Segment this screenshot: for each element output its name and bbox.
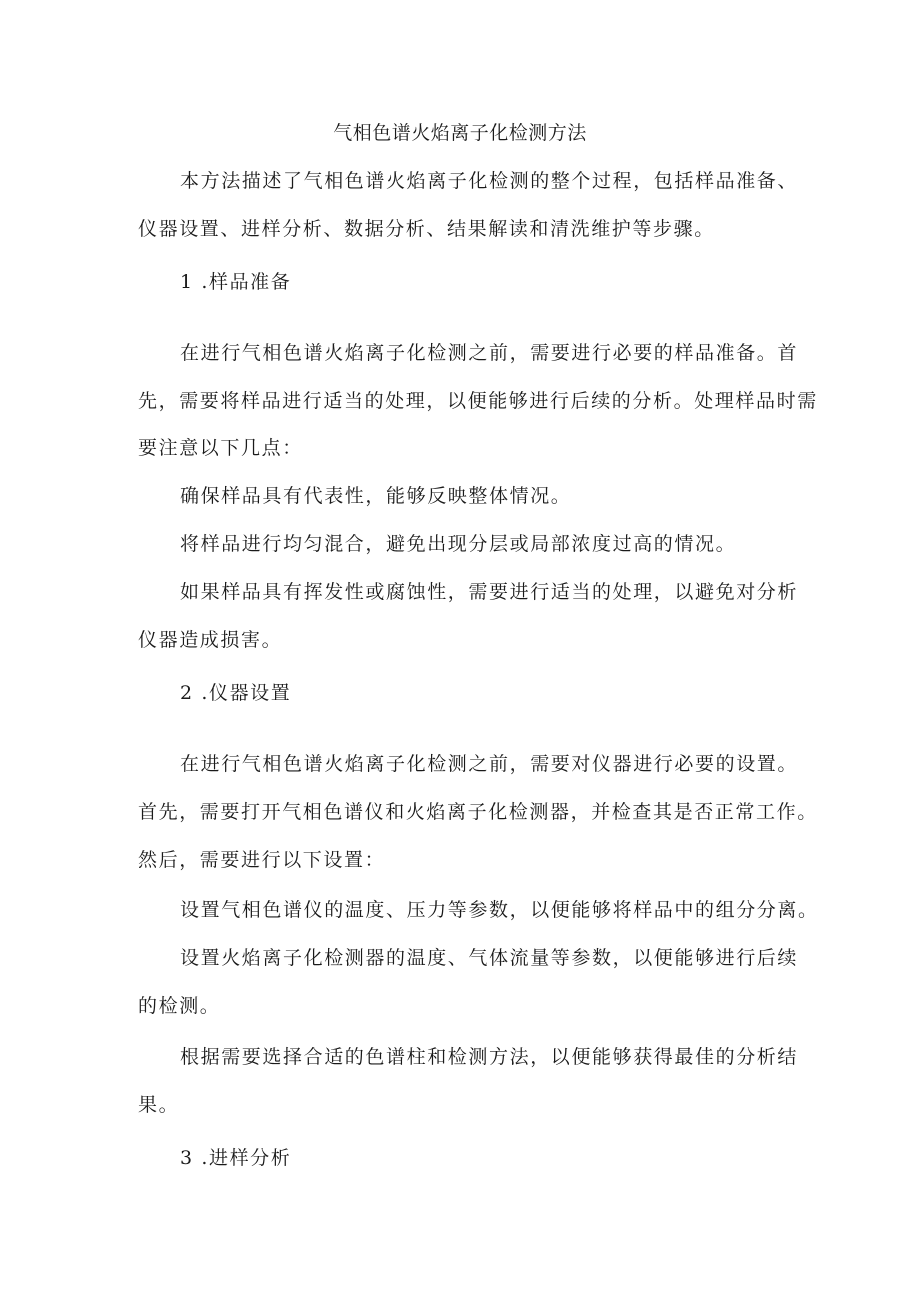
section-2-line-4: 设置气相色谱仪的温度、压力等参数，以便能够将样品中的组分分离。 <box>180 899 819 921</box>
section-1-line-7: 仪器造成损害。 <box>138 629 283 651</box>
section-2-line-5: 设置火焰离子化检测器的温度、气体流量等参数，以便能够进行后续 <box>180 947 799 969</box>
section-2-line-6: 的检测。 <box>138 995 221 1017</box>
section-2-line-2: 首先，需要打开气相色谱仪和火焰离子化检测器，并检查其是否正常工作。 <box>138 801 818 823</box>
section-2-heading: 2 .仪器设置 <box>180 682 292 704</box>
section-1-line-3: 要注意以下几点： <box>138 437 303 459</box>
section-1-line-6: 如果样品具有挥发性或腐蚀性，需要进行适当的处理，以避免对分析 <box>180 581 799 603</box>
section-1-line-4: 确保样品具有代表性，能够反映整体情况。 <box>180 485 572 507</box>
document-title: 气相色谱火焰离子化检测方法 <box>333 122 587 144</box>
section-2-line-8: 果。 <box>138 1094 180 1116</box>
section-1-line-1: 在进行气相色谱火焰离子化检测之前，需要进行必要的样品准备。首 <box>180 342 799 364</box>
section-2-line-3: 然后，需要进行以下设置： <box>138 849 386 871</box>
intro-line-1: 本方法描述了气相色谱火焰离子化检测的整个过程，包括样品准备、 <box>180 170 799 192</box>
section-2-line-1: 在进行气相色谱火焰离子化检测之前，需要对仪器进行必要的设置。 <box>180 753 799 775</box>
section-2-line-7: 根据需要选择合适的色谱柱和检测方法，以便能够获得最佳的分析结 <box>180 1046 799 1068</box>
intro-line-2: 仪器设置、进样分析、数据分析、结果解读和清洗维护等步骤。 <box>138 218 715 240</box>
section-1-line-5: 将样品进行均匀混合，避免出现分层或局部浓度过高的情况。 <box>180 533 737 555</box>
section-1-line-2: 先，需要将样品进行适当的处理，以便能够进行后续的分析。处理样品时需 <box>138 390 818 412</box>
section-1-heading: 1 .样品准备 <box>180 271 292 293</box>
section-3-heading: 3 .进样分析 <box>180 1147 292 1169</box>
